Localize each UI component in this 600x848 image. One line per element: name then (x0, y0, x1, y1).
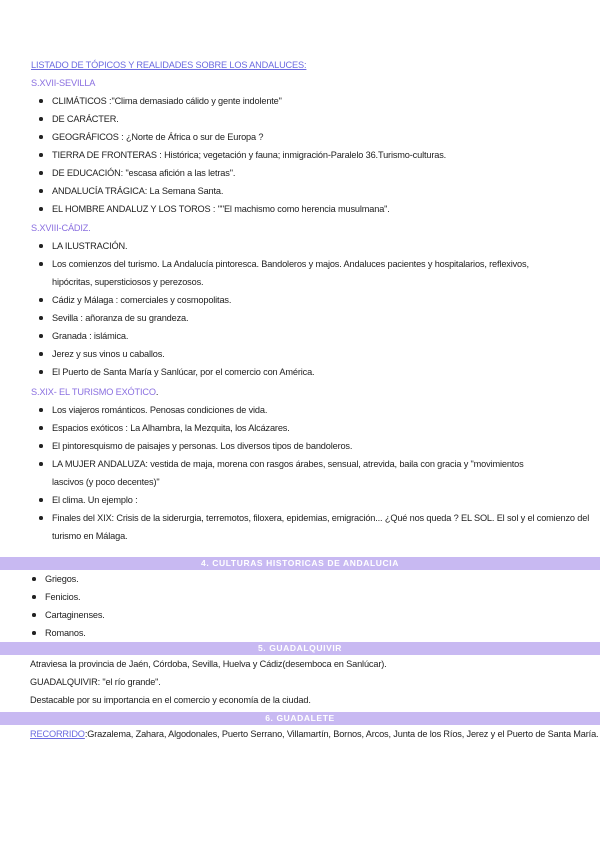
s19-title-line (31, 383, 600, 401)
list-item: GEOGRÁFICOS : ¿Norte de África o sur de Europa ? (52, 128, 600, 146)
list-item: LA MUJER ANDALUZA: vestida de maja, morena con rasgos árabes, sensual, atrevida, baila con gracia y "movimientos lascivos (y poco decentes)" (52, 455, 552, 491)
s19-title-suffix: . (155, 387, 159, 397)
list-item: Romanos. (45, 624, 600, 642)
list-item: Griegos. (45, 570, 600, 588)
list-item: El Puerto de Santa María y Sanlúcar, por el comercio con América. (52, 363, 600, 381)
section-5-header: 5. GUADALQUIVIR (0, 642, 600, 655)
list-item: Los viajeros románticos. Penosas condiciones de vida. (52, 401, 600, 419)
section-4-header: 4. CULTURAS HISTORICAS DE ANDALUCIA (0, 557, 600, 570)
list-item: Finales del XIX: Crisis de la siderurgia, terremotos, filoxera, epidemias, emigración... ¿Qué nos queda ? EL SOL. El sol y el comienzo del turismo en Málaga. (52, 509, 597, 545)
s19-list (52, 401, 600, 545)
list-item: CLIMÁTICOS :"Clima demasiado cálido y gente indolente" (52, 92, 600, 110)
list-item: Espacios exóticos : La Alhambra, la Mezquita, los Alcázares. (52, 419, 600, 437)
list-item: Los comienzos del turismo. La Andalucía pintoresca. Bandoleros y majos. Andaluces pacientes y hospitalarios, reflexivos, hipócritas, supersticiosos y perezosos. (52, 255, 552, 291)
recorrido-link[interactable]: RECORRIDO (30, 729, 85, 739)
cultures-list (45, 570, 600, 642)
s19-title: S.XIX- EL TURISMO EXÓTICO (31, 387, 156, 397)
s17-title: S.XVII-SEVILLA (31, 78, 96, 88)
list-item: DE CARÁCTER. (52, 110, 600, 128)
list-item: LA ILUSTRACIÓN. (52, 237, 600, 255)
guadalete-text (30, 725, 600, 743)
list-item: TIERRA DE FRONTERAS : Histórica; vegetación y fauna; inmigración-Paralelo 36.Turismo-culturas. (52, 146, 600, 164)
s17-list (52, 92, 600, 218)
list-item: Sevilla : añoranza de su grandeza. (52, 309, 600, 327)
paragraph-line: Atraviesa la provincia de Jaén, Córdoba, Sevilla, Huelva y Cádiz(desemboca en Sanlúcar). (30, 659, 387, 669)
topics-heading[interactable]: LISTADO DE TÓPICOS Y REALIDADES SOBRE LOS ANDALUCES: (31, 60, 307, 70)
list-item: Jerez y sus vinos u caballos. (52, 345, 600, 363)
s18-list (52, 237, 600, 381)
paragraph-line: Destacable por su importancia en el comercio y economía de la ciudad. (30, 695, 311, 705)
paragraph-line: GUADALQUIVIR: "el río grande". (30, 677, 161, 687)
list-item: Cádiz y Málaga : comerciales y cosmopolitas. (52, 291, 600, 309)
list-item: ANDALUCÍA TRÁGICA: La Semana Santa. (52, 182, 600, 200)
section-6-header: 6. GUADALETE (0, 712, 600, 725)
list-item: Granada : islámica. (52, 327, 600, 345)
list-item: EL HOMBRE ANDALUZ Y LOS TOROS : ""El machismo como herencia musulmana". (52, 200, 600, 218)
recorrido-text: :Grazalema, Zahara, Algodonales, Puerto Serrano, Villamartín, Bornos, Arcos, Junta de los Ríos, Jerez y el Puerto de Santa María. (84, 729, 599, 739)
s18-title: S.XVIII-CÁDIZ. (31, 223, 91, 233)
guadalquivir-text (30, 655, 600, 709)
list-item: Fenicios. (45, 588, 600, 606)
list-item: Cartaginenses. (45, 606, 600, 624)
list-item: DE EDUCACIÓN: "escasa afición a las letras". (52, 164, 600, 182)
list-item: El clima. Un ejemplo : (52, 491, 600, 509)
list-item: El pintoresquismo de paisajes y personas. Los diversos tipos de bandoleros. (52, 437, 600, 455)
